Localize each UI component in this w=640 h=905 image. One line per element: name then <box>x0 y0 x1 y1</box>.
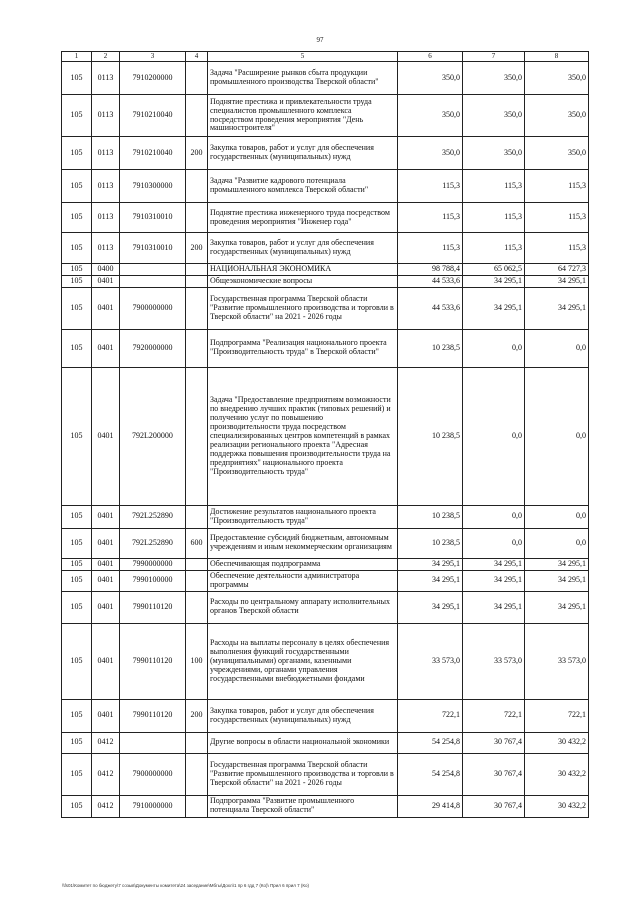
budget-chapter-code: 105 <box>62 275 92 287</box>
amount-year-1: 350,0 <box>398 62 463 95</box>
expense-type-code <box>186 170 208 203</box>
amount-year-2: 115,3 <box>463 203 525 233</box>
section-code: 0401 <box>92 699 120 732</box>
expense-type-code: 200 <box>186 699 208 732</box>
target-article-code: 7900000000 <box>120 753 186 795</box>
expense-type-code <box>186 570 208 591</box>
expense-type-code <box>186 329 208 367</box>
amount-year-3: 0,0 <box>525 505 589 528</box>
expense-type-code <box>186 505 208 528</box>
amount-year-1: 350,0 <box>398 95 463 137</box>
target-article-code: 7990000000 <box>120 558 186 570</box>
amount-year-2: 0,0 <box>463 528 525 558</box>
amount-year-1: 34 295,1 <box>398 558 463 570</box>
amount-year-3: 350,0 <box>525 95 589 137</box>
budget-chapter-code: 105 <box>62 558 92 570</box>
page-number: 97 <box>316 36 324 44</box>
table-row <box>62 287 589 329</box>
item-name: Государственная программа Тверской области "Развитие промышленного производства и торговли в Тверской области" на 2021 - 2026 годы <box>208 753 398 795</box>
amount-year-3: 30 432,2 <box>525 732 589 753</box>
amount-year-3: 34 295,1 <box>525 570 589 591</box>
amount-year-1: 115,3 <box>398 170 463 203</box>
item-name: Предоставление субсидий бюджетным, автономным учреждениям и иным некоммерческим организациям <box>208 528 398 558</box>
target-article-code: 7910210040 <box>120 137 186 170</box>
amount-year-1: 54 254,8 <box>398 732 463 753</box>
table-row <box>62 732 589 753</box>
table-row <box>62 95 589 137</box>
amount-year-1: 722,1 <box>398 699 463 732</box>
amount-year-1: 10 238,5 <box>398 528 463 558</box>
budget-chapter-code: 105 <box>62 570 92 591</box>
amount-year-3: 34 295,1 <box>525 591 589 623</box>
amount-year-1: 54 254,8 <box>398 753 463 795</box>
budget-chapter-code: 105 <box>62 591 92 623</box>
table-row <box>62 699 589 732</box>
budget-chapter-code: 105 <box>62 367 92 505</box>
table-row <box>62 264 589 276</box>
amount-year-2: 0,0 <box>463 367 525 505</box>
section-code: 0412 <box>92 732 120 753</box>
amount-year-3: 115,3 <box>525 233 589 264</box>
amount-year-2: 115,3 <box>463 233 525 264</box>
expense-type-code: 100 <box>186 623 208 699</box>
expense-type-code: 600 <box>186 528 208 558</box>
amount-year-2: 115,3 <box>463 170 525 203</box>
section-code: 0113 <box>92 170 120 203</box>
target-article-code: 7910000000 <box>120 795 186 817</box>
amount-year-1: 29 414,8 <box>398 795 463 817</box>
column-number: 1 <box>62 52 92 62</box>
budget-chapter-code: 105 <box>62 623 92 699</box>
amount-year-3: 30 432,2 <box>525 753 589 795</box>
section-code: 0401 <box>92 528 120 558</box>
target-article-code: 7900000000 <box>120 287 186 329</box>
section-code: 0412 <box>92 795 120 817</box>
item-name: Закупка товаров, работ и услуг для обеспечения государственных (муниципальных) нужд <box>208 699 398 732</box>
amount-year-3: 33 573,0 <box>525 623 589 699</box>
column-number: 6 <box>398 52 463 62</box>
table-row <box>62 623 589 699</box>
section-code: 0412 <box>92 753 120 795</box>
table-row <box>62 275 589 287</box>
table-row <box>62 170 589 203</box>
expense-type-code <box>186 203 208 233</box>
target-article-code: 7910210040 <box>120 95 186 137</box>
target-article-code: 792L252890 <box>120 528 186 558</box>
column-number: 4 <box>186 52 208 62</box>
column-number: 5 <box>208 52 398 62</box>
section-code: 0401 <box>92 558 120 570</box>
amount-year-3: 0,0 <box>525 329 589 367</box>
expense-type-code <box>186 591 208 623</box>
section-code: 0113 <box>92 137 120 170</box>
amount-year-3: 115,3 <box>525 170 589 203</box>
item-name: Задача "Развитие кадрового потенциала промышленного комплекса Тверской области" <box>208 170 398 203</box>
item-name: Подпрограмма "Реализация национального проекта "Производительность труда" в Тверской области" <box>208 329 398 367</box>
target-article-code: 7910310010 <box>120 233 186 264</box>
item-name: Расходы на выплаты персоналу в целях обеспечения выполнения функций государственными (муниципальными) органами, казенными учреждениями, органами управления государственными внебюджетными фондами <box>208 623 398 699</box>
item-name: Закупка товаров, работ и услуг для обеспечения государственных (муниципальных) нужд <box>208 137 398 170</box>
target-article-code <box>120 275 186 287</box>
target-article-code: 7920000000 <box>120 329 186 367</box>
budget-chapter-code: 105 <box>62 264 92 276</box>
amount-year-2: 34 295,1 <box>463 287 525 329</box>
amount-year-2: 350,0 <box>463 95 525 137</box>
target-article-code <box>120 264 186 276</box>
item-name: Обеспечение деятельности администратора программы <box>208 570 398 591</box>
table-row <box>62 753 589 795</box>
budget-chapter-code: 105 <box>62 528 92 558</box>
expense-type-code <box>186 795 208 817</box>
amount-year-3: 34 295,1 <box>525 287 589 329</box>
section-code: 0401 <box>92 367 120 505</box>
amount-year-3: 34 295,1 <box>525 558 589 570</box>
target-article-code: 7990110120 <box>120 591 186 623</box>
item-name: Задача "Предоставление предприятиям возможности по внедрению лучших практик (типовых решений) и получению услуг по повышению производительности труда посредством специализированных центров компетенций в рамках реализации регионального проекта "Адресная поддержка повышения производительности труда на предприятиях" национального проекта "Производительность труда" <box>208 367 398 505</box>
table-row <box>62 558 589 570</box>
expense-type-code <box>186 558 208 570</box>
expense-type-code <box>186 95 208 137</box>
table-row <box>62 233 589 264</box>
amount-year-1: 44 533,6 <box>398 287 463 329</box>
amount-year-2: 30 767,4 <box>463 753 525 795</box>
section-code: 0401 <box>92 623 120 699</box>
section-code: 0401 <box>92 329 120 367</box>
expense-type-code <box>186 732 208 753</box>
item-name: Подпрограмма "Развитие промышленного потенциала Тверской области" <box>208 795 398 817</box>
amount-year-2: 65 062,5 <box>463 264 525 276</box>
amount-year-1: 44 533,6 <box>398 275 463 287</box>
budget-chapter-code: 105 <box>62 699 92 732</box>
section-code: 0113 <box>92 95 120 137</box>
amount-year-1: 34 295,1 <box>398 591 463 623</box>
item-name: Общеэкономические вопросы <box>208 275 398 287</box>
target-article-code: 792L252890 <box>120 505 186 528</box>
table-row <box>62 505 589 528</box>
column-number: 7 <box>463 52 525 62</box>
amount-year-3: 34 295,1 <box>525 275 589 287</box>
amount-year-3: 64 727,3 <box>525 264 589 276</box>
expense-type-code <box>186 287 208 329</box>
budget-chapter-code: 105 <box>62 732 92 753</box>
expense-type-code: 200 <box>186 233 208 264</box>
target-article-code: 7990110120 <box>120 699 186 732</box>
amount-year-2: 33 573,0 <box>463 623 525 699</box>
item-name: Обеспечивающая подпрограмма <box>208 558 398 570</box>
section-code: 0401 <box>92 570 120 591</box>
target-article-code: 7910200000 <box>120 62 186 95</box>
amount-year-2: 34 295,1 <box>463 591 525 623</box>
table-row <box>62 62 589 95</box>
amount-year-1: 10 238,5 <box>398 367 463 505</box>
budget-chapter-code: 105 <box>62 203 92 233</box>
budget-chapter-code: 105 <box>62 233 92 264</box>
amount-year-3: 350,0 <box>525 62 589 95</box>
amount-year-3: 115,3 <box>525 203 589 233</box>
column-number-row <box>62 52 589 62</box>
expense-type-code <box>186 275 208 287</box>
table-row <box>62 329 589 367</box>
budget-table <box>61 51 589 818</box>
section-code: 0113 <box>92 233 120 264</box>
target-article-code <box>120 732 186 753</box>
expense-type-code: 200 <box>186 137 208 170</box>
file-path-footer: \\fs01\Комитет по бюджету\7 созыв\Документы комитета\24 заседание\Мбгы\Дохл\1 пр 6 гдд 7 (Ко)\ Прил 6 прил 7 (Ко) <box>62 883 310 888</box>
budget-chapter-code: 105 <box>62 170 92 203</box>
amount-year-1: 115,3 <box>398 233 463 264</box>
section-code: 0113 <box>92 203 120 233</box>
target-article-code: 7990110120 <box>120 623 186 699</box>
amount-year-1: 34 295,1 <box>398 570 463 591</box>
budget-chapter-code: 105 <box>62 137 92 170</box>
budget-chapter-code: 105 <box>62 505 92 528</box>
item-name: Достижение результатов национального проекта "Производительность труда" <box>208 505 398 528</box>
item-name: Поднятие престижа инженерного труда посредством проведения мероприятия "Инженер года" <box>208 203 398 233</box>
table-row <box>62 591 589 623</box>
amount-year-1: 10 238,5 <box>398 505 463 528</box>
section-code: 0401 <box>92 591 120 623</box>
section-code: 0401 <box>92 287 120 329</box>
item-name: Закупка товаров, работ и услуг для обеспечения государственных (муниципальных) нужд <box>208 233 398 264</box>
budget-chapter-code: 105 <box>62 795 92 817</box>
amount-year-3: 350,0 <box>525 137 589 170</box>
amount-year-1: 10 238,5 <box>398 329 463 367</box>
section-code: 0400 <box>92 264 120 276</box>
amount-year-2: 34 295,1 <box>463 558 525 570</box>
budget-chapter-code: 105 <box>62 62 92 95</box>
amount-year-1: 98 788,4 <box>398 264 463 276</box>
amount-year-3: 0,0 <box>525 528 589 558</box>
table-row <box>62 137 589 170</box>
amount-year-2: 34 295,1 <box>463 570 525 591</box>
amount-year-2: 30 767,4 <box>463 795 525 817</box>
item-name: НАЦИОНАЛЬНАЯ ЭКОНОМИКА <box>208 264 398 276</box>
amount-year-1: 350,0 <box>398 137 463 170</box>
amount-year-1: 115,3 <box>398 203 463 233</box>
item-name: Поднятие престижа и привлекательности труда специалистов промышленного комплекса посредством проведения мероприятия "День машиностроителя" <box>208 95 398 137</box>
budget-chapter-code: 105 <box>62 287 92 329</box>
table-row <box>62 367 589 505</box>
column-number: 3 <box>120 52 186 62</box>
target-article-code: 7910300000 <box>120 170 186 203</box>
amount-year-2: 350,0 <box>463 62 525 95</box>
target-article-code: 7910310010 <box>120 203 186 233</box>
section-code: 0113 <box>92 62 120 95</box>
budget-chapter-code: 105 <box>62 329 92 367</box>
amount-year-2: 350,0 <box>463 137 525 170</box>
amount-year-2: 34 295,1 <box>463 275 525 287</box>
table-row <box>62 570 589 591</box>
amount-year-2: 722,1 <box>463 699 525 732</box>
amount-year-1: 33 573,0 <box>398 623 463 699</box>
budget-chapter-code: 105 <box>62 95 92 137</box>
table-row <box>62 795 589 817</box>
amount-year-3: 722,1 <box>525 699 589 732</box>
amount-year-2: 0,0 <box>463 505 525 528</box>
budget-chapter-code: 105 <box>62 753 92 795</box>
target-article-code: 7990100000 <box>120 570 186 591</box>
target-article-code: 792L200000 <box>120 367 186 505</box>
section-code: 0401 <box>92 505 120 528</box>
item-name: Другие вопросы в области национальной экономики <box>208 732 398 753</box>
section-code: 0401 <box>92 275 120 287</box>
expense-type-code <box>186 264 208 276</box>
item-name: Задача "Расширение рынков сбыта продукции промышленного производства Тверской области" <box>208 62 398 95</box>
expense-type-code <box>186 753 208 795</box>
expense-type-code <box>186 62 208 95</box>
item-name: Государственная программа Тверской области "Развитие промышленного производства и торговли в Тверской области" на 2021 - 2026 годы <box>208 287 398 329</box>
amount-year-3: 0,0 <box>525 367 589 505</box>
column-number: 8 <box>525 52 589 62</box>
table-row <box>62 203 589 233</box>
item-name: Расходы по центральному аппарату исполнительных органов Тверской области <box>208 591 398 623</box>
amount-year-3: 30 432,2 <box>525 795 589 817</box>
amount-year-2: 30 767,4 <box>463 732 525 753</box>
column-number: 2 <box>92 52 120 62</box>
amount-year-2: 0,0 <box>463 329 525 367</box>
table-row <box>62 528 589 558</box>
expense-type-code <box>186 367 208 505</box>
